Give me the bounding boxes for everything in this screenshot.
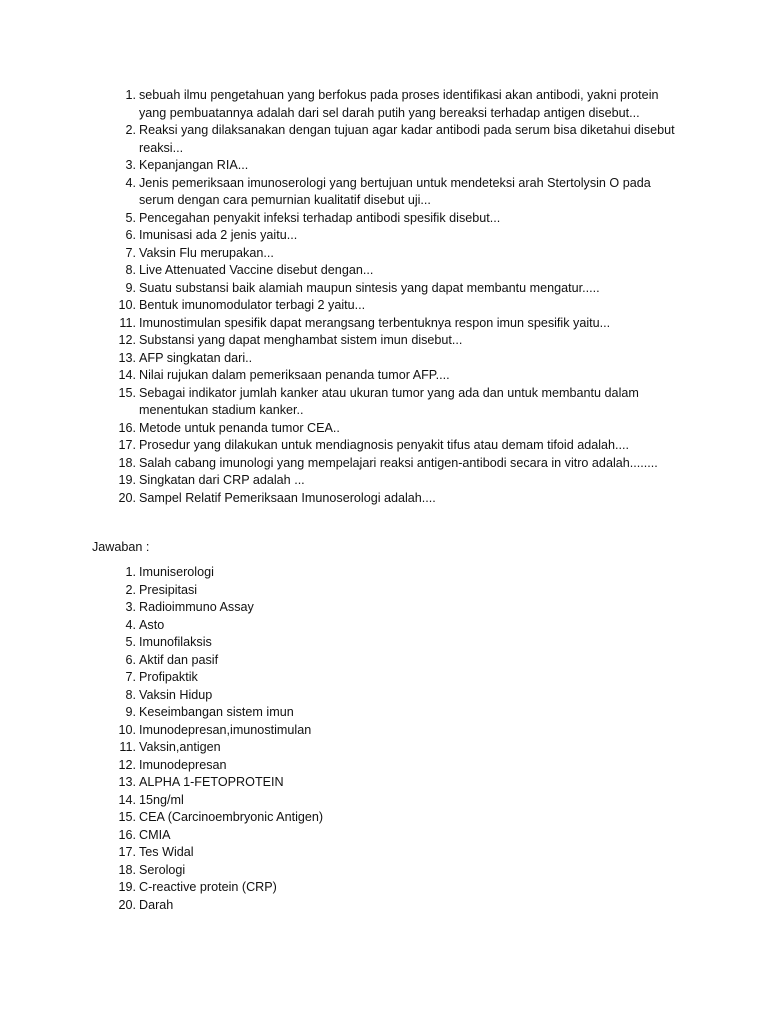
item-number: 16. bbox=[118, 420, 136, 435]
question-item bbox=[0, 227, 679, 245]
item-text: Metode untuk penanda tumor CEA.. bbox=[139, 420, 340, 435]
item-text: Imunodepresan,imunostimulan bbox=[139, 722, 312, 737]
answer-item bbox=[0, 634, 679, 652]
item-number: 13. bbox=[118, 775, 136, 789]
item-number: 10. bbox=[118, 722, 136, 737]
item-number: 18. bbox=[118, 455, 136, 470]
item-text: 15ng/ml bbox=[139, 792, 184, 807]
item-number: 12. bbox=[118, 333, 136, 347]
item-number: 11. bbox=[119, 315, 136, 330]
item-text: Prosedur yang dilakukan untuk mendiagnosis penyakit tifus atau demam tifoid adalah.... bbox=[139, 438, 630, 452]
item-text: CEA (Carcinoembryonic Antigen) bbox=[139, 810, 324, 824]
item-number: 17. bbox=[118, 845, 136, 859]
item-number: 7. bbox=[125, 670, 136, 684]
item-text: Kepanjangan RIA... bbox=[139, 158, 249, 172]
item-number: 15. bbox=[118, 385, 136, 400]
item-number: 6. bbox=[125, 228, 136, 242]
answer-item bbox=[0, 582, 679, 600]
item-text: Darah bbox=[139, 897, 174, 912]
item-text: Sampel Relatif Pemeriksaan Imunoserologi adalah.... bbox=[139, 490, 436, 505]
answer-item bbox=[0, 792, 679, 810]
item-number: 17. bbox=[118, 438, 136, 452]
question-item bbox=[0, 87, 679, 122]
item-text: CMIA bbox=[139, 827, 171, 842]
answer-item bbox=[0, 652, 679, 670]
answer-item bbox=[0, 827, 679, 845]
answer-item bbox=[0, 897, 679, 915]
item-number: 3. bbox=[125, 600, 136, 614]
item-text: Asto bbox=[139, 617, 165, 632]
item-number: 9. bbox=[125, 280, 136, 295]
item-number: 1. bbox=[125, 88, 136, 102]
item-text: Sebagai indikator jumlah kanker atau ukuran tumor yang ada dan untuk membantu dalam menentukan stadium kanker.. bbox=[139, 385, 639, 417]
item-text: Tes Widal bbox=[139, 845, 194, 859]
question-item bbox=[0, 420, 679, 438]
item-text: Reaksi yang dilaksanakan dengan tujuan agar kadar antibodi pada serum bisa diketahui disebut reaksi... bbox=[139, 123, 675, 155]
answer-item bbox=[0, 739, 679, 757]
question-item bbox=[0, 297, 679, 315]
item-text: ALPHA 1-FETOPROTEIN bbox=[139, 775, 284, 789]
answer-item bbox=[0, 669, 679, 687]
item-number: 7. bbox=[125, 245, 136, 260]
item-number: 8. bbox=[125, 687, 136, 702]
item-text: Imunisasi ada 2 jenis yaitu... bbox=[139, 228, 298, 242]
question-item bbox=[0, 332, 679, 350]
question-item bbox=[0, 385, 679, 420]
item-text: Imunostimulan spesifik dapat merangsang terbentuknya respon imun spesifik yaitu... bbox=[139, 315, 611, 330]
item-number: 1. bbox=[125, 565, 136, 579]
questions-list bbox=[0, 87, 679, 507]
item-text: Vaksin,antigen bbox=[139, 740, 221, 754]
question-item bbox=[0, 472, 679, 490]
item-number: 10. bbox=[118, 298, 136, 312]
item-text: Presipitasi bbox=[139, 582, 198, 597]
answer-item bbox=[0, 774, 679, 792]
item-text: Bentuk imunomodulator terbagi 2 yaitu... bbox=[139, 298, 366, 312]
item-text: Salah cabang imunologi yang mempelajari reaksi antigen-antibodi secara in vitro adalah........ bbox=[139, 455, 658, 470]
question-item bbox=[0, 350, 679, 368]
item-text: Keseimbangan sistem imun bbox=[139, 705, 294, 719]
answer-item bbox=[0, 722, 679, 740]
item-text: Live Attenuated Vaccine disebut dengan... bbox=[139, 263, 374, 277]
item-number: 2. bbox=[125, 123, 136, 137]
answer-item bbox=[0, 757, 679, 775]
item-number: 4. bbox=[125, 175, 136, 190]
item-number: 14. bbox=[118, 368, 136, 382]
item-number: 8. bbox=[125, 263, 136, 277]
item-text: Nilai rujukan dalam pemeriksaan penanda tumor AFP.... bbox=[139, 368, 450, 382]
item-text: Imuniserologi bbox=[139, 565, 214, 579]
item-text: Aktif dan pasif bbox=[139, 652, 219, 667]
item-text: Serologi bbox=[139, 862, 186, 877]
item-text: Jenis pemeriksaan imunoserologi yang bertujuan untuk mendeteksi arah Stertolysin O pada serum dengan cara pemurnian kualitatif disebut uji... bbox=[139, 175, 651, 207]
question-item bbox=[0, 157, 679, 175]
answer-item bbox=[0, 564, 679, 582]
question-item bbox=[0, 262, 679, 280]
answer-item bbox=[0, 687, 679, 705]
item-number: 15. bbox=[118, 810, 136, 824]
item-number: 18. bbox=[118, 862, 136, 877]
item-text: Vaksin Hidup bbox=[139, 687, 213, 702]
item-number: 5. bbox=[125, 210, 136, 225]
question-item bbox=[0, 490, 679, 508]
item-number: 5. bbox=[125, 635, 136, 649]
item-text: Profipaktik bbox=[139, 670, 198, 684]
item-number: 19. bbox=[118, 473, 136, 487]
item-number: 19. bbox=[118, 880, 136, 894]
item-number: 3. bbox=[125, 158, 136, 172]
item-text: Radioimmuno Assay bbox=[139, 600, 254, 614]
question-item bbox=[0, 367, 679, 385]
answer-item bbox=[0, 617, 679, 635]
item-number: 11. bbox=[119, 740, 136, 754]
question-item bbox=[0, 210, 679, 228]
question-item bbox=[0, 437, 679, 455]
question-item bbox=[0, 280, 679, 298]
item-number: 9. bbox=[125, 705, 136, 719]
item-text: Pencegahan penyakit infeksi terhadap antibodi spesifik disebut... bbox=[139, 210, 501, 225]
answers-heading: Jawaban : bbox=[92, 540, 150, 554]
question-item bbox=[0, 122, 679, 157]
answer-item bbox=[0, 809, 679, 827]
question-item bbox=[0, 175, 679, 210]
answers-list bbox=[0, 564, 679, 914]
answer-item bbox=[0, 879, 679, 897]
item-number: 6. bbox=[125, 652, 136, 667]
item-text: C-reactive protein (CRP) bbox=[139, 880, 277, 894]
item-text: AFP singkatan dari.. bbox=[139, 350, 253, 365]
question-item bbox=[0, 315, 679, 333]
answer-item bbox=[0, 844, 679, 862]
question-item bbox=[0, 455, 679, 473]
item-number: 12. bbox=[118, 757, 136, 772]
item-text: Vaksin Flu merupakan... bbox=[139, 245, 274, 260]
answer-item bbox=[0, 599, 679, 617]
answer-item bbox=[0, 704, 679, 722]
item-text: sebuah ilmu pengetahuan yang berfokus pada proses identifikasi akan antibodi, yakni protein yang pembuatannya adalah dari sel darah putih yang bereaksi terhadap antigen disebut... bbox=[139, 88, 659, 120]
item-number: 13. bbox=[118, 350, 136, 365]
item-number: 16. bbox=[118, 827, 136, 842]
item-text: Suatu substansi baik alamiah maupun sintesis yang dapat membantu mengatur..... bbox=[139, 280, 600, 295]
item-text: Substansi yang dapat menghambat sistem imun disebut... bbox=[139, 333, 463, 347]
item-number: 2. bbox=[125, 582, 136, 597]
item-number: 20. bbox=[118, 490, 136, 505]
answer-item bbox=[0, 862, 679, 880]
item-number: 20. bbox=[118, 897, 136, 912]
item-text: Singkatan dari CRP adalah ... bbox=[139, 473, 305, 487]
question-item bbox=[0, 245, 679, 263]
item-text: Imunodepresan bbox=[139, 757, 227, 772]
item-text: Imunofilaksis bbox=[139, 635, 212, 649]
item-number: 14. bbox=[118, 792, 136, 807]
item-number: 4. bbox=[125, 617, 136, 632]
